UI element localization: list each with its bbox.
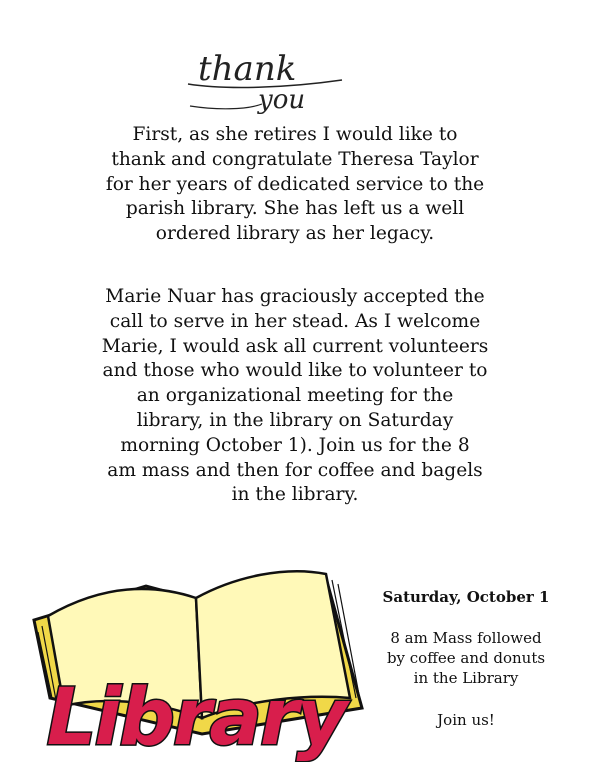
event-date: Saturday, October 1 xyxy=(382,588,550,606)
underline-swash xyxy=(190,104,262,109)
library-word: Library xyxy=(46,673,346,762)
paragraph-thanks: First, as she retires I would like to thank and congratulate Theresa Taylor for her years of dedicated service to the parish library. She has left us a well ordered library as her legacy. xyxy=(105,124,485,245)
you-text: you xyxy=(258,85,306,115)
event-details: 8 am Mass followed by coffee and donuts in the Library xyxy=(386,629,546,687)
thank-you-heading xyxy=(186,44,346,116)
thank-text: thank xyxy=(198,49,297,89)
event-invite: Join us! xyxy=(437,711,495,729)
paragraph-welcome: Marie Nuar has graciously accepted the call to serve in her stead. As I welcome Marie, I would ask all current volunteers and those who would like to volunteer to an organizational meeting for the library, in the library on Saturday morning October 1). Join us for the 8 am mass and then for coffee and bagels in the library. xyxy=(101,286,489,506)
library-book-clipart xyxy=(26,548,366,762)
